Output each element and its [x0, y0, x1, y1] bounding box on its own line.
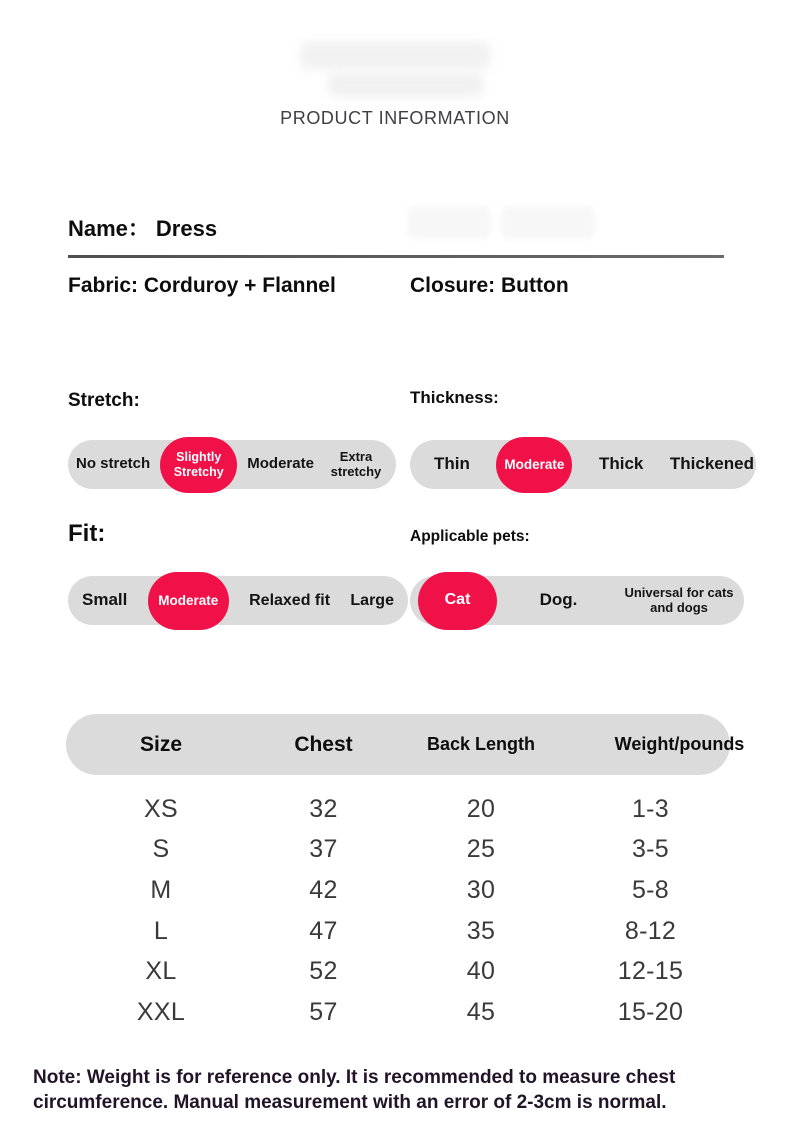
option-small-fit: Small [82, 590, 128, 610]
ghost-text-name [502, 206, 594, 239]
pets-options-bar [410, 576, 744, 625]
table-cell: M [150, 875, 172, 904]
table-cell: 35 [466, 916, 496, 945]
table-cell: 20 [466, 794, 496, 823]
option-moderate-thickness-selected: Moderate [496, 437, 572, 493]
table-cell: 15-20 [617, 997, 684, 1026]
table-cell: 47 [309, 916, 338, 945]
table-cell: 57 [309, 997, 338, 1026]
column-header-back-length: Back Length [426, 734, 536, 754]
option-universal: Universal for cats and dogs [624, 585, 734, 615]
table-row [66, 870, 730, 911]
name-value: Dress [155, 216, 218, 241]
divider-line [68, 255, 724, 258]
table-cell: 8-12 [624, 916, 677, 945]
option-relaxed-fit: Relaxed fit [249, 591, 331, 609]
option-no-stretch: No stretch [76, 455, 151, 473]
table-cell: XXL [136, 997, 186, 1026]
table-cell: 25 [466, 835, 496, 864]
stretch-options-bar [68, 440, 396, 489]
page-title: PRODUCT INFORMATION [280, 108, 510, 128]
table-cell: L [153, 916, 169, 945]
ghost-text-name [408, 206, 490, 239]
product-name-row [68, 212, 217, 243]
table-cell: 12-15 [617, 957, 684, 986]
table-row [66, 992, 730, 1033]
closure-spec: Closure: Button [410, 274, 569, 297]
table-cell: 42 [309, 875, 338, 904]
ghost-text-top [328, 72, 483, 97]
table-row [66, 951, 730, 992]
option-thin: Thin [434, 454, 470, 474]
table-cell: S [152, 835, 170, 864]
option-extra-stretchy: Extra stretchy [330, 449, 382, 479]
option-moderate-stretch: Moderate [247, 455, 314, 473]
column-header-weight: Weight/pounds [614, 734, 745, 754]
applicable-pets-label: Applicable pets: [410, 528, 530, 545]
table-cell: XL [145, 957, 177, 986]
table-cell: 52 [309, 957, 338, 986]
column-header-chest: Chest [294, 732, 353, 756]
thickness-options-bar [410, 440, 756, 489]
thickness-label: Thickness: [410, 388, 499, 407]
size-table-header [66, 714, 745, 775]
option-slightly-stretchy-selected: Slightly Stretchy [160, 437, 237, 493]
option-dog: Dog. [539, 590, 578, 610]
fit-options-bar [68, 576, 408, 625]
table-cell: 45 [466, 997, 496, 1026]
note-text: Note: Weight is for reference only. It is recommended to measure chest circumference. Manual measurement with an error of 2-3cm is normal. [33, 1067, 676, 1113]
option-large-fit: Large [350, 591, 394, 609]
table-cell: 30 [466, 875, 496, 904]
option-moderate-fit-selected: Moderate [148, 572, 229, 630]
table-cell: 32 [309, 794, 338, 823]
table-cell: 1-3 [631, 794, 670, 823]
option-thick: Thick [598, 454, 644, 474]
stretch-label: Stretch: [68, 390, 140, 411]
table-row [66, 911, 730, 952]
table-cell: XS [144, 794, 178, 823]
name-label: Name： [68, 216, 150, 241]
option-cat-selected: Cat [418, 572, 497, 630]
fit-label: Fit: [68, 520, 106, 547]
table-cell: 37 [309, 835, 338, 864]
table-row [66, 789, 730, 830]
option-thickened: Thickened [669, 454, 754, 474]
fabric-spec: Fabric: Corduroy + Flannel [68, 274, 336, 297]
size-table-body [66, 789, 730, 1033]
column-header-size: Size [139, 732, 183, 756]
table-row [66, 830, 730, 871]
table-cell: 5-8 [631, 875, 670, 904]
table-cell: 40 [466, 957, 496, 986]
ghost-text-top [300, 42, 490, 69]
table-cell: 3-5 [631, 835, 670, 864]
